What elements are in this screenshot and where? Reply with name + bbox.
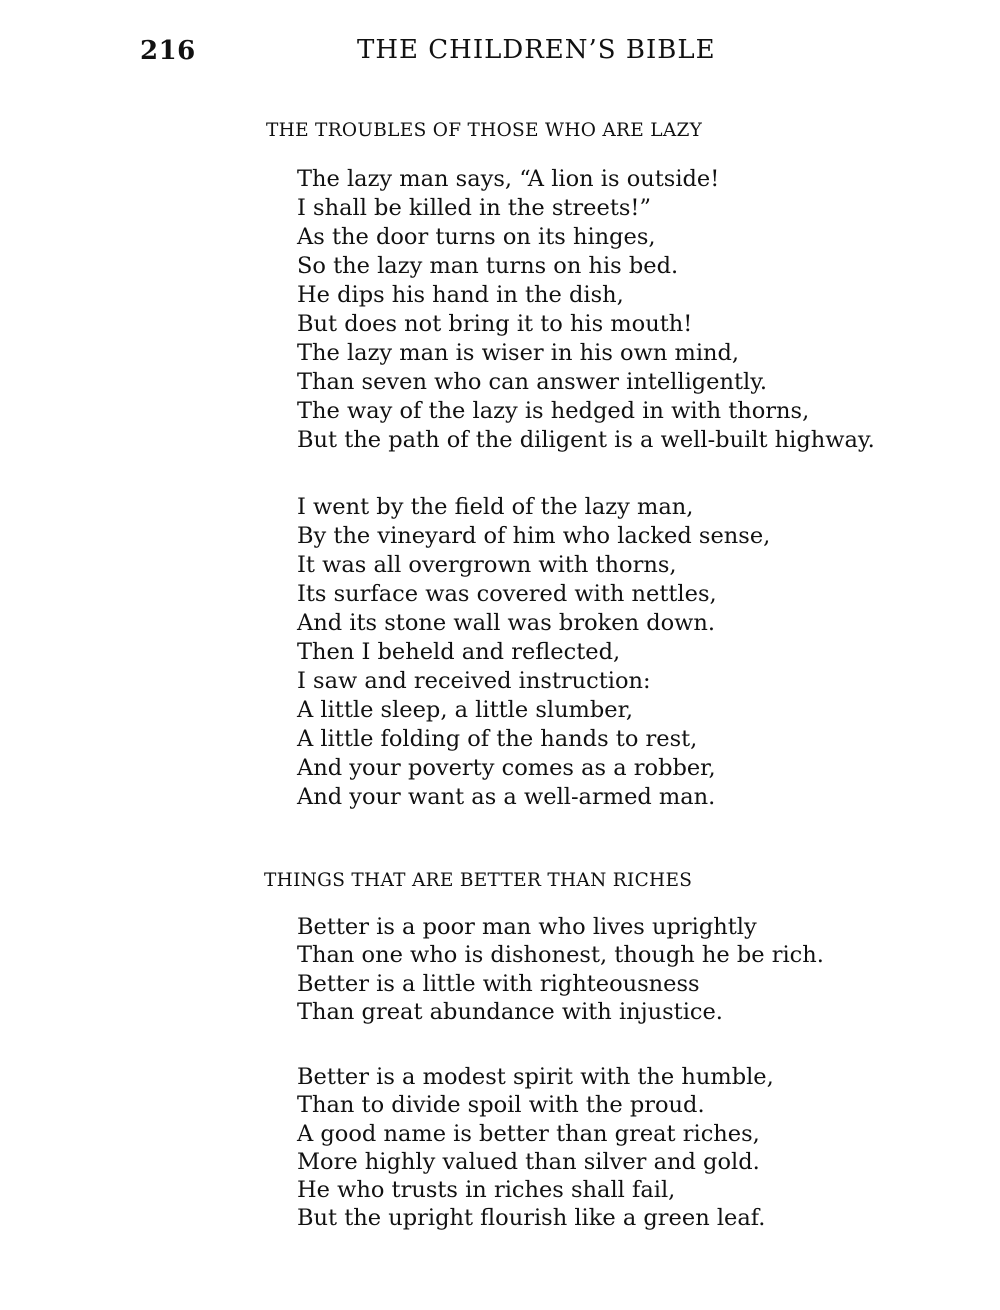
verse-line: I saw and received instruction: [297,668,651,694]
verse-line: So the lazy man turns on his bed. [297,253,679,279]
running-title: THE CHILDREN’S BIBLE [357,35,716,65]
verse-line: Better is a modest spirit with the humble, [297,1064,774,1090]
verse-line: But does not bring it to his mouth! [297,311,693,337]
section-heading: THINGS THAT ARE BETTER THAN RICHES [264,870,693,891]
verse-line: Better is a little with righteousness [297,970,700,997]
verse-line: He dips his hand in the dish, [297,282,624,308]
verse-line: Better is a poor man who lives uprightly [297,914,757,940]
verse-line: Its surface was covered with nettles, [297,581,717,607]
verse-line: Than seven who can answer intelligently. [297,369,768,395]
verse-line: By the vineyard of him who lacked sense, [297,523,771,549]
verse-line: A little folding of the hands to rest, [297,726,698,752]
verse-line: The lazy man is wiser in his own mind, [297,340,740,366]
verse-line: More highly valued than silver and gold. [297,1148,760,1175]
verse-line: Than one who is dishonest, though he be rich. [297,942,824,969]
verse-line: I went by the field of the lazy man, [297,494,694,520]
section-heading: THE TROUBLES OF THOSE WHO ARE LAZY [266,120,703,141]
verse-line: But the path of the diligent is a well-built highway. [297,427,875,453]
stanza [297,913,824,1026]
verse-line: And your want as a well-armed man. [297,784,716,810]
stanza [297,1063,774,1233]
page-number: 216 [140,36,196,66]
verse-line: The lazy man says, “A lion is outside! [297,166,720,192]
verse-line: But the upright flourish like a green leaf. [297,1205,766,1232]
verse-line: Than to divide spoil with the proud. [297,1092,705,1119]
verse-line: And its stone wall was broken down. [297,610,716,636]
verse-line: Then I beheld and reflected, [297,639,621,665]
verse-line: It was all overgrown with thorns, [297,552,677,578]
verse-line: Than great abundance with injustice. [297,998,723,1025]
verse-line: A good name is better than great riches, [297,1120,760,1147]
verse-line: As the door turns on its hinges, [297,224,656,250]
verse-line: The way of the lazy is hedged in with thorns, [297,398,810,424]
stanza [297,165,875,455]
verse-line: I shall be killed in the streets!” [297,195,651,221]
stanza [297,493,770,812]
verse-line: He who trusts in riches shall fail, [297,1177,676,1204]
verse-line: And your poverty comes as a robber, [297,755,716,781]
verse-line: A little sleep, a little slumber, [297,697,634,723]
